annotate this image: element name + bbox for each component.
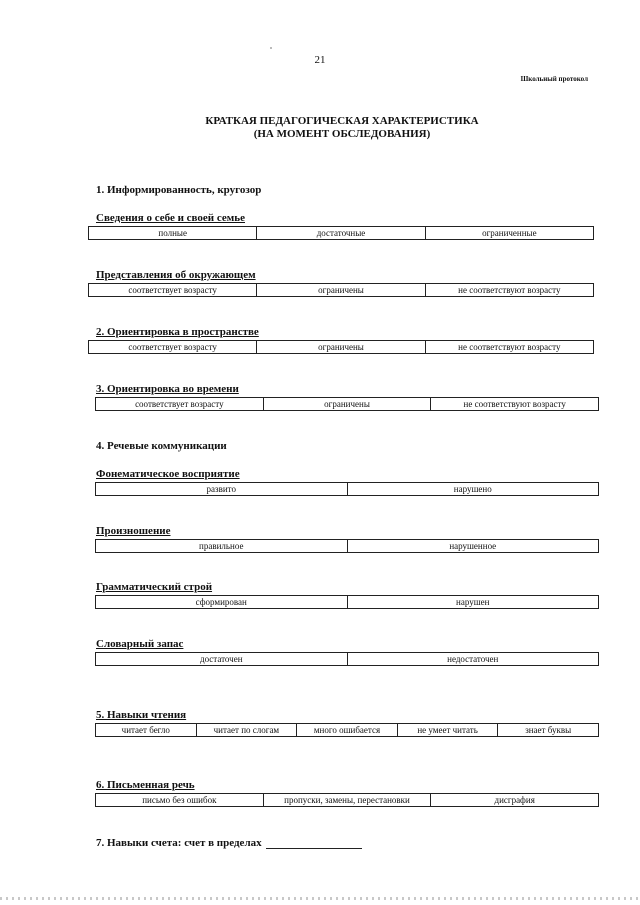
section-6-heading: 6. Письменная речь — [96, 779, 195, 791]
title-line-1: КРАТКАЯ ПЕДАГОГИЧЕСКАЯ ХАРАКТЕРИСТИКА — [205, 115, 479, 127]
title-line-2: (НА МОМЕНТ ОБСЛЕДОВАНИЯ) — [253, 128, 431, 140]
option-cell[interactable]: достаточен — [199, 654, 243, 664]
section-1-sub-environment-heading: Представления об окружающем — [96, 269, 256, 281]
option-cell[interactable]: нарушенное — [347, 540, 599, 552]
reading-options — [95, 723, 599, 737]
counting-label: 7. Навыки счета: счет в пределах — [96, 837, 262, 849]
vocabulary-options — [95, 652, 599, 666]
option-cell[interactable]: ограничены — [256, 341, 424, 353]
section-4-sub-pronunciation-heading: Произношение — [96, 525, 171, 537]
counting-limit-blank[interactable] — [266, 838, 362, 849]
option-cell[interactable]: недостаточен — [347, 653, 599, 665]
scan-artifact — [270, 47, 272, 49]
space-orientation-options — [88, 340, 594, 354]
option-cell[interactable]: не умеет читать — [397, 724, 498, 736]
option-cell[interactable]: достаточные — [256, 227, 424, 239]
option-cell[interactable]: соответствует возрасту — [135, 399, 224, 409]
document-title — [0, 115, 640, 141]
section-5-heading: 5. Навыки чтения — [96, 709, 187, 721]
section-4-sub-vocabulary-heading: Словарный запас — [96, 638, 184, 650]
option-cell[interactable]: не соответствуют возрасту — [425, 341, 593, 353]
option-cell[interactable]: дисграфия — [430, 794, 598, 806]
protocol-label: Школьный протокол — [520, 75, 588, 83]
scan-footer-artifact — [0, 897, 640, 900]
option-cell[interactable]: соответствует возрасту — [128, 342, 217, 352]
option-cell[interactable]: полные — [158, 228, 187, 238]
environment-options — [88, 283, 594, 297]
option-cell[interactable]: правильное — [199, 541, 244, 551]
section-4-sub-grammar-heading: Грамматический строй — [96, 581, 213, 593]
section-4-heading: 4. Речевые коммуникации — [96, 440, 227, 452]
option-cell[interactable]: знает буквы — [497, 724, 598, 736]
section-2-heading: 2. Ориентировка в пространстве — [96, 326, 259, 338]
option-cell[interactable]: не соответствуют возрасту — [430, 398, 598, 410]
page-number: 21 — [314, 54, 326, 66]
option-cell[interactable]: ограничены — [263, 398, 431, 410]
section-7-heading — [96, 837, 362, 849]
option-cell[interactable]: читает по слогам — [196, 724, 297, 736]
option-cell[interactable]: ограниченные — [425, 227, 593, 239]
family-knowledge-options — [88, 226, 594, 240]
option-cell[interactable]: читает бегло — [121, 725, 170, 735]
section-1-heading: 1. Информированность, кругозор — [96, 184, 262, 196]
phonemic-options — [95, 482, 599, 496]
section-3-heading: 3. Ориентировка во времени — [96, 383, 239, 395]
writing-options — [95, 793, 599, 807]
time-orientation-options — [95, 397, 599, 411]
option-cell[interactable]: письмо без ошибок — [142, 795, 217, 805]
option-cell[interactable]: пропуски, замены, перестановки — [263, 794, 431, 806]
option-cell[interactable]: соответствует возрасту — [128, 285, 217, 295]
option-cell[interactable]: сформирован — [195, 597, 247, 607]
option-cell[interactable]: нарушено — [347, 483, 599, 495]
grammar-options — [95, 595, 599, 609]
option-cell[interactable]: много ошибается — [296, 724, 397, 736]
option-cell[interactable]: ограничены — [256, 284, 424, 296]
option-cell[interactable]: развито — [206, 484, 236, 494]
pronunciation-options — [95, 539, 599, 553]
section-1-sub-family-heading: Сведения о себе и своей семье — [96, 212, 245, 224]
option-cell[interactable]: нарушен — [347, 596, 599, 608]
option-cell[interactable]: не соответствуют возрасту — [425, 284, 593, 296]
section-4-sub-phonemic-heading: Фонематическое восприятие — [96, 468, 240, 480]
